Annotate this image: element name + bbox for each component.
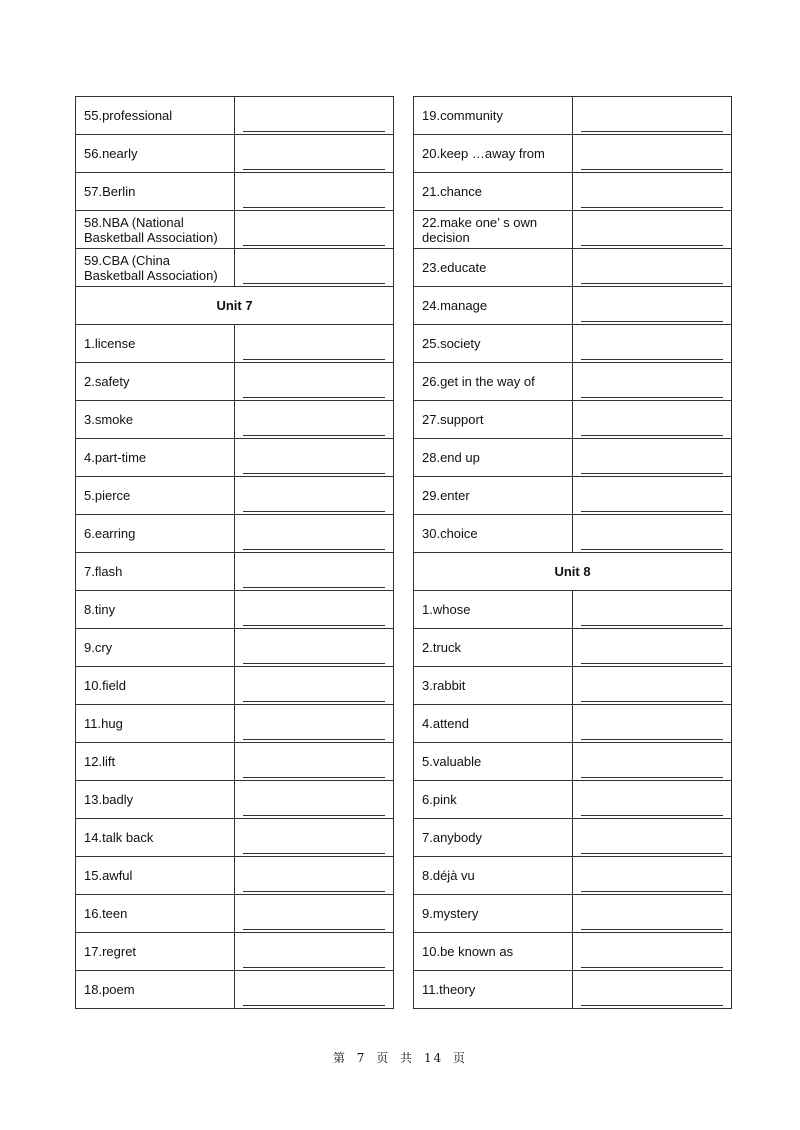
unit-header-row xyxy=(76,287,394,325)
answer-blank[interactable] xyxy=(235,401,394,439)
vocab-word: 9.cry xyxy=(76,629,235,667)
answer-blank[interactable] xyxy=(235,363,394,401)
answer-blank[interactable] xyxy=(573,287,732,325)
vocab-row xyxy=(76,249,394,287)
answer-blank[interactable] xyxy=(235,325,394,363)
vocab-word: 16.teen xyxy=(76,895,235,933)
vocab-word: 7.anybody xyxy=(414,819,573,857)
answer-blank[interactable] xyxy=(573,477,732,515)
vocab-word: 2.truck xyxy=(414,629,573,667)
answer-blank[interactable] xyxy=(235,705,394,743)
vocab-word: 25.society xyxy=(414,325,573,363)
vocab-word: 57.Berlin xyxy=(76,173,235,211)
footer-total-pages: 14 xyxy=(423,1051,444,1065)
answer-blank[interactable] xyxy=(573,515,732,553)
vocab-row xyxy=(414,173,732,211)
vocab-word: 59.CBA (China Basketball Association) xyxy=(76,249,235,287)
footer-page-number: 7 xyxy=(356,1051,367,1065)
vocab-row xyxy=(76,743,394,781)
answer-underline xyxy=(581,321,723,322)
answer-underline xyxy=(243,853,385,854)
answer-underline xyxy=(581,511,723,512)
answer-underline xyxy=(581,169,723,170)
vocab-word: 22.make one’ s own decision xyxy=(414,211,573,249)
answer-blank[interactable] xyxy=(235,971,394,1009)
vocab-word: 2.safety xyxy=(76,363,235,401)
answer-blank[interactable] xyxy=(235,667,394,705)
vocab-word: 14.talk back xyxy=(76,819,235,857)
vocab-row xyxy=(414,933,732,971)
answer-underline xyxy=(581,131,723,132)
answer-blank[interactable] xyxy=(235,857,394,895)
vocab-word: 11.theory xyxy=(414,971,573,1009)
vocab-row xyxy=(76,591,394,629)
answer-underline xyxy=(243,967,385,968)
vocab-row xyxy=(414,591,732,629)
answer-blank[interactable] xyxy=(573,211,732,249)
vocab-row xyxy=(414,705,732,743)
vocab-row xyxy=(76,895,394,933)
answer-underline xyxy=(581,777,723,778)
vocab-row xyxy=(414,439,732,477)
answer-underline xyxy=(581,549,723,550)
answer-underline xyxy=(243,511,385,512)
answer-underline xyxy=(581,1005,723,1006)
answer-underline xyxy=(581,625,723,626)
answer-blank[interactable] xyxy=(573,857,732,895)
vocab-word: 6.pink xyxy=(414,781,573,819)
vocab-word: 4.attend xyxy=(414,705,573,743)
vocab-word: 15.awful xyxy=(76,857,235,895)
answer-blank[interactable] xyxy=(235,629,394,667)
vocab-row xyxy=(76,857,394,895)
vocab-row xyxy=(76,667,394,705)
answer-blank[interactable] xyxy=(235,743,394,781)
answer-underline xyxy=(581,853,723,854)
vocab-row xyxy=(414,287,732,325)
answer-underline xyxy=(243,397,385,398)
vocab-row xyxy=(76,173,394,211)
vocab-table-left xyxy=(75,96,394,1009)
vocab-row xyxy=(414,515,732,553)
answer-blank[interactable] xyxy=(573,933,732,971)
vocab-row xyxy=(76,325,394,363)
answer-underline xyxy=(581,739,723,740)
vocab-word: 3.smoke xyxy=(76,401,235,439)
answer-blank[interactable] xyxy=(573,591,732,629)
unit-heading: Unit 8 xyxy=(414,553,732,591)
vocab-row xyxy=(414,971,732,1009)
answer-underline xyxy=(243,663,385,664)
answer-underline xyxy=(243,283,385,284)
answer-blank[interactable] xyxy=(573,971,732,1009)
vocab-row xyxy=(414,667,732,705)
answer-blank[interactable] xyxy=(235,781,394,819)
vocab-word: 5.valuable xyxy=(414,743,573,781)
answer-underline xyxy=(581,663,723,664)
vocab-word: 27.support xyxy=(414,401,573,439)
vocab-word: 8.déjà vu xyxy=(414,857,573,895)
vocab-row xyxy=(414,211,732,249)
answer-blank[interactable] xyxy=(235,211,394,249)
answer-blank[interactable] xyxy=(235,553,394,591)
answer-underline xyxy=(581,929,723,930)
vocab-row xyxy=(414,629,732,667)
vocab-row xyxy=(76,135,394,173)
vocab-word: 28.end up xyxy=(414,439,573,477)
answer-underline xyxy=(581,701,723,702)
vocab-word: 19.community xyxy=(414,97,573,135)
answer-underline xyxy=(581,397,723,398)
vocab-word: 1.whose xyxy=(414,591,573,629)
vocab-word: 13.badly xyxy=(76,781,235,819)
vocab-word: 24.manage xyxy=(414,287,573,325)
vocab-word: 6.earring xyxy=(76,515,235,553)
answer-blank[interactable] xyxy=(573,439,732,477)
answer-underline xyxy=(581,359,723,360)
vocab-word: 23.educate xyxy=(414,249,573,287)
vocab-word: 4.part-time xyxy=(76,439,235,477)
vocab-row xyxy=(76,97,394,135)
vocab-word: 10.be known as xyxy=(414,933,573,971)
vocab-word: 20.keep …away from xyxy=(414,135,573,173)
vocab-word: 58.NBA (National Basketball Association) xyxy=(76,211,235,249)
vocab-row xyxy=(414,895,732,933)
vocab-row xyxy=(76,401,394,439)
answer-underline xyxy=(243,777,385,778)
answer-blank[interactable] xyxy=(235,515,394,553)
vocab-row xyxy=(76,971,394,1009)
answer-underline xyxy=(243,587,385,588)
answer-underline xyxy=(243,359,385,360)
vocab-word: 9.mystery xyxy=(414,895,573,933)
answer-underline xyxy=(243,245,385,246)
vocab-row xyxy=(76,515,394,553)
answer-blank[interactable] xyxy=(573,705,732,743)
answer-underline xyxy=(243,131,385,132)
vocab-row xyxy=(414,97,732,135)
vocab-row xyxy=(76,629,394,667)
vocab-row xyxy=(76,363,394,401)
answer-blank[interactable] xyxy=(235,477,394,515)
answer-blank[interactable] xyxy=(573,363,732,401)
answer-underline xyxy=(581,207,723,208)
answer-blank[interactable] xyxy=(573,173,732,211)
vocab-word: 5.pierce xyxy=(76,477,235,515)
vocab-word: 56.nearly xyxy=(76,135,235,173)
vocab-row xyxy=(414,781,732,819)
answer-blank[interactable] xyxy=(235,97,394,135)
unit-heading: Unit 7 xyxy=(76,287,394,325)
vocab-row xyxy=(76,553,394,591)
vocab-word: 17.regret xyxy=(76,933,235,971)
answer-underline xyxy=(243,169,385,170)
vocab-word: 11.hug xyxy=(76,705,235,743)
answer-underline xyxy=(581,891,723,892)
answer-underline xyxy=(243,435,385,436)
answer-underline xyxy=(581,473,723,474)
answer-underline xyxy=(243,701,385,702)
vocab-word: 30.choice xyxy=(414,515,573,553)
answer-underline xyxy=(243,815,385,816)
vocab-word: 18.poem xyxy=(76,971,235,1009)
vocab-row xyxy=(76,933,394,971)
vocab-row xyxy=(76,211,394,249)
footer-mid1: 页 xyxy=(376,1051,391,1065)
vocab-word: 3.rabbit xyxy=(414,667,573,705)
vocab-row xyxy=(414,857,732,895)
vocab-row xyxy=(414,819,732,857)
answer-blank[interactable] xyxy=(573,819,732,857)
vocab-row xyxy=(414,249,732,287)
answer-blank[interactable] xyxy=(573,781,732,819)
answer-blank[interactable] xyxy=(235,439,394,477)
vocab-row xyxy=(414,325,732,363)
answer-blank[interactable] xyxy=(573,135,732,173)
answer-underline xyxy=(581,435,723,436)
answer-blank[interactable] xyxy=(573,895,732,933)
answer-underline xyxy=(581,283,723,284)
answer-blank[interactable] xyxy=(235,135,394,173)
answer-underline xyxy=(581,815,723,816)
answer-blank[interactable] xyxy=(573,325,732,363)
answer-blank[interactable] xyxy=(235,249,394,287)
vocab-row xyxy=(76,781,394,819)
answer-underline xyxy=(243,207,385,208)
answer-blank[interactable] xyxy=(573,743,732,781)
answer-blank[interactable] xyxy=(573,97,732,135)
answer-blank[interactable] xyxy=(235,933,394,971)
answer-underline xyxy=(581,245,723,246)
vocab-row xyxy=(414,363,732,401)
footer-mid2: 共 xyxy=(400,1051,415,1065)
answer-blank[interactable] xyxy=(235,819,394,857)
page-footer xyxy=(0,1049,800,1066)
answer-blank[interactable] xyxy=(235,591,394,629)
unit-header-row xyxy=(414,553,732,591)
answer-underline xyxy=(243,739,385,740)
footer-suffix: 页 xyxy=(453,1051,468,1065)
answer-blank[interactable] xyxy=(235,895,394,933)
vocab-word: 1.license xyxy=(76,325,235,363)
vocab-table-right xyxy=(413,96,732,1009)
vocab-row xyxy=(414,135,732,173)
answer-underline xyxy=(243,929,385,930)
answer-underline xyxy=(243,549,385,550)
footer-prefix: 第 xyxy=(332,1051,347,1065)
answer-blank[interactable] xyxy=(573,249,732,287)
answer-blank[interactable] xyxy=(573,667,732,705)
vocab-word: 55.professional xyxy=(76,97,235,135)
vocab-row xyxy=(414,477,732,515)
vocab-word: 12.lift xyxy=(76,743,235,781)
vocab-row xyxy=(76,705,394,743)
vocab-row xyxy=(414,401,732,439)
vocab-word: 10.field xyxy=(76,667,235,705)
answer-blank[interactable] xyxy=(235,173,394,211)
answer-underline xyxy=(243,1005,385,1006)
answer-underline xyxy=(243,891,385,892)
answer-underline xyxy=(243,473,385,474)
answer-blank[interactable] xyxy=(573,629,732,667)
vocab-row xyxy=(76,477,394,515)
vocab-word: 26.get in the way of xyxy=(414,363,573,401)
answer-blank[interactable] xyxy=(573,401,732,439)
vocab-word: 7.flash xyxy=(76,553,235,591)
vocab-word: 29.enter xyxy=(414,477,573,515)
vocab-row xyxy=(76,439,394,477)
vocab-word: 21.chance xyxy=(414,173,573,211)
answer-underline xyxy=(581,967,723,968)
vocab-word: 8.tiny xyxy=(76,591,235,629)
answer-underline xyxy=(243,625,385,626)
vocab-row xyxy=(76,819,394,857)
vocab-row xyxy=(414,743,732,781)
